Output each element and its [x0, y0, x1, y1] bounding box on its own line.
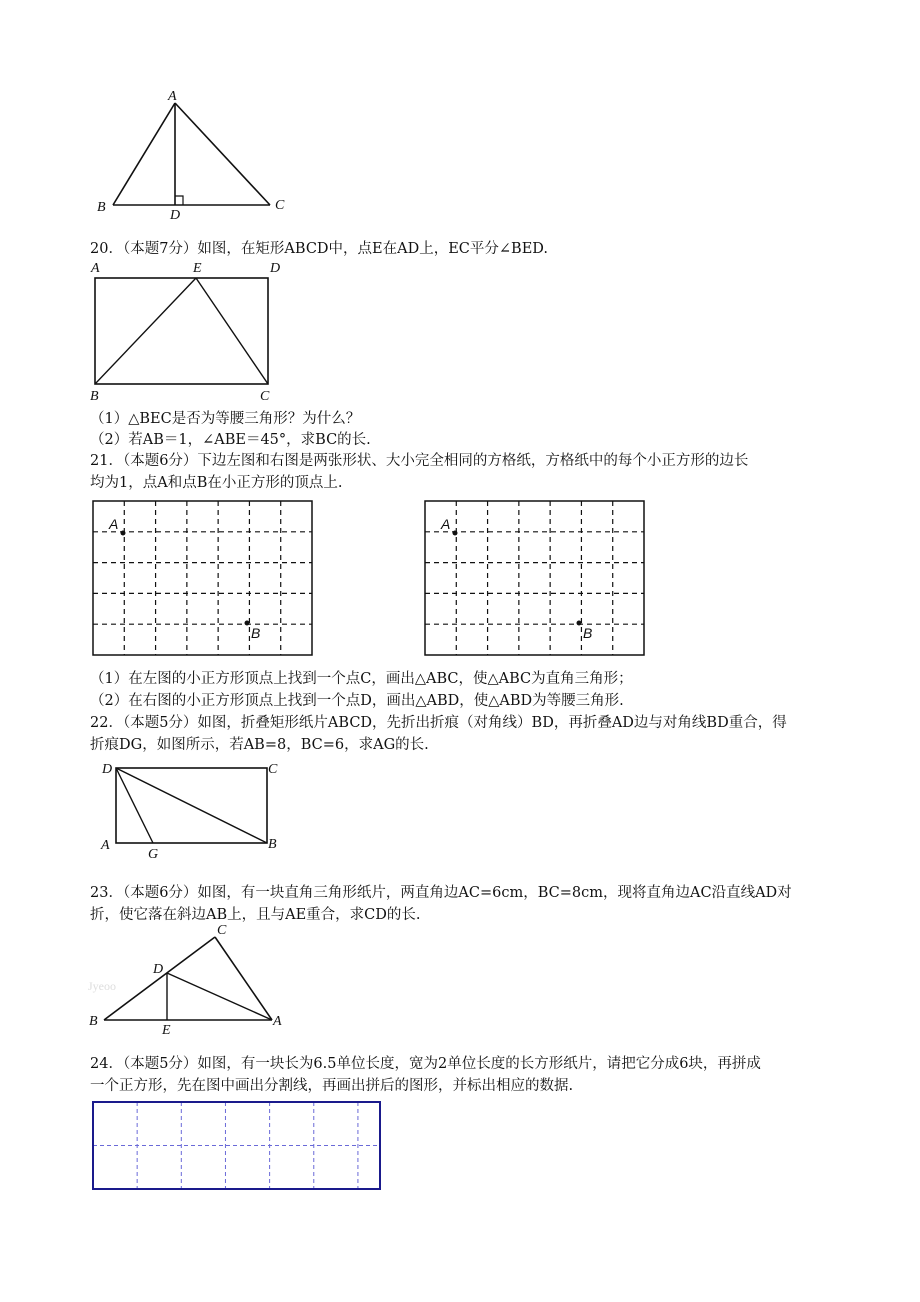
grid-right-label-b: B: [583, 625, 593, 641]
q23-stem-line1: 23．（本题6分）如图，有一块直角三角形纸片，两直角边AC=6cm，BC=8cm，现将直角边AC沿直线AD对: [90, 885, 792, 901]
grid-left-label-a: A: [109, 516, 119, 532]
q22-label-a: A: [101, 838, 110, 853]
q23-label-b: B: [89, 1014, 98, 1029]
q21-stem-line1: 21．（本题6分）下边左图和右图是两张形状、大小完全相同的方格纸，方格纸中的每个小正方形的边长: [90, 453, 749, 469]
fig19-label-a: A: [168, 89, 177, 104]
q23-label-c: C: [217, 923, 227, 938]
fig19-label-b: B: [97, 200, 106, 215]
q24-stem-line2: 一个正方形，先在图中画出分割线，再画出拼后的图形，并标出相应的数据.: [90, 1078, 574, 1094]
fig19-label-d: D: [170, 208, 181, 223]
q20-part1: （1）△BEC是否为等腰三角形？为什么？: [90, 411, 361, 427]
fig19-label-c: C: [275, 198, 285, 213]
q23-label-d: D: [153, 962, 164, 977]
q21-part1: （1）在左图的小正方形顶点上找到一个点C，画出△ABC，使△ABC为直角三角形；: [90, 671, 633, 687]
q23-stem-line2: 折，使它落在斜边AB上，且与AE重合，求CD的长.: [90, 907, 421, 923]
q23-label-e: E: [162, 1023, 171, 1038]
q22-label-g: G: [148, 847, 159, 862]
q20-label-b: B: [90, 389, 99, 404]
q24-stem-line1: 24．（本题5分）如图，有一块长为6.5单位长度，宽为2单位长度的长方形纸片，请把它分成6块，再拼成: [90, 1056, 761, 1072]
q22-label-c: C: [268, 762, 278, 777]
q20-label-c: C: [260, 389, 270, 404]
q22-stem-line1: 22．（本题5分）如图，折叠矩形纸片ABCD，先折出折痕（对角线）BD，再折叠AD边与对角线BD重合，得: [90, 715, 787, 731]
q21-part2: （2）在右图的小正方形顶点上找到一个点D，画出△ABD，使△ABD为等腰三角形.: [90, 693, 624, 709]
q23-label-a: A: [273, 1014, 282, 1029]
q20-label-d: D: [270, 261, 281, 276]
grid-right-label-a: A: [441, 516, 451, 532]
q23-watermark: Jyeoo: [88, 979, 116, 993]
q20-label-a: A: [91, 261, 100, 276]
q21-stem-line2: 均为1，点A和点B在小正方形的顶点上.: [90, 475, 343, 491]
q20-part2: （2）若AB＝1，∠ABE＝45°，求BC的长.: [90, 432, 371, 448]
grid-left-label-b: B: [251, 625, 261, 641]
q20-stem: 20．（本题7分）如图，在矩形ABCD中，点E在AD上，EC平分∠BED.: [90, 241, 549, 257]
q22-label-d: D: [102, 762, 113, 777]
q22-stem-line2: 折痕DG，如图所示，若AB=8，BC=6，求AG的长.: [90, 737, 429, 753]
q20-label-e: E: [193, 261, 202, 276]
q22-label-b: B: [268, 837, 277, 852]
